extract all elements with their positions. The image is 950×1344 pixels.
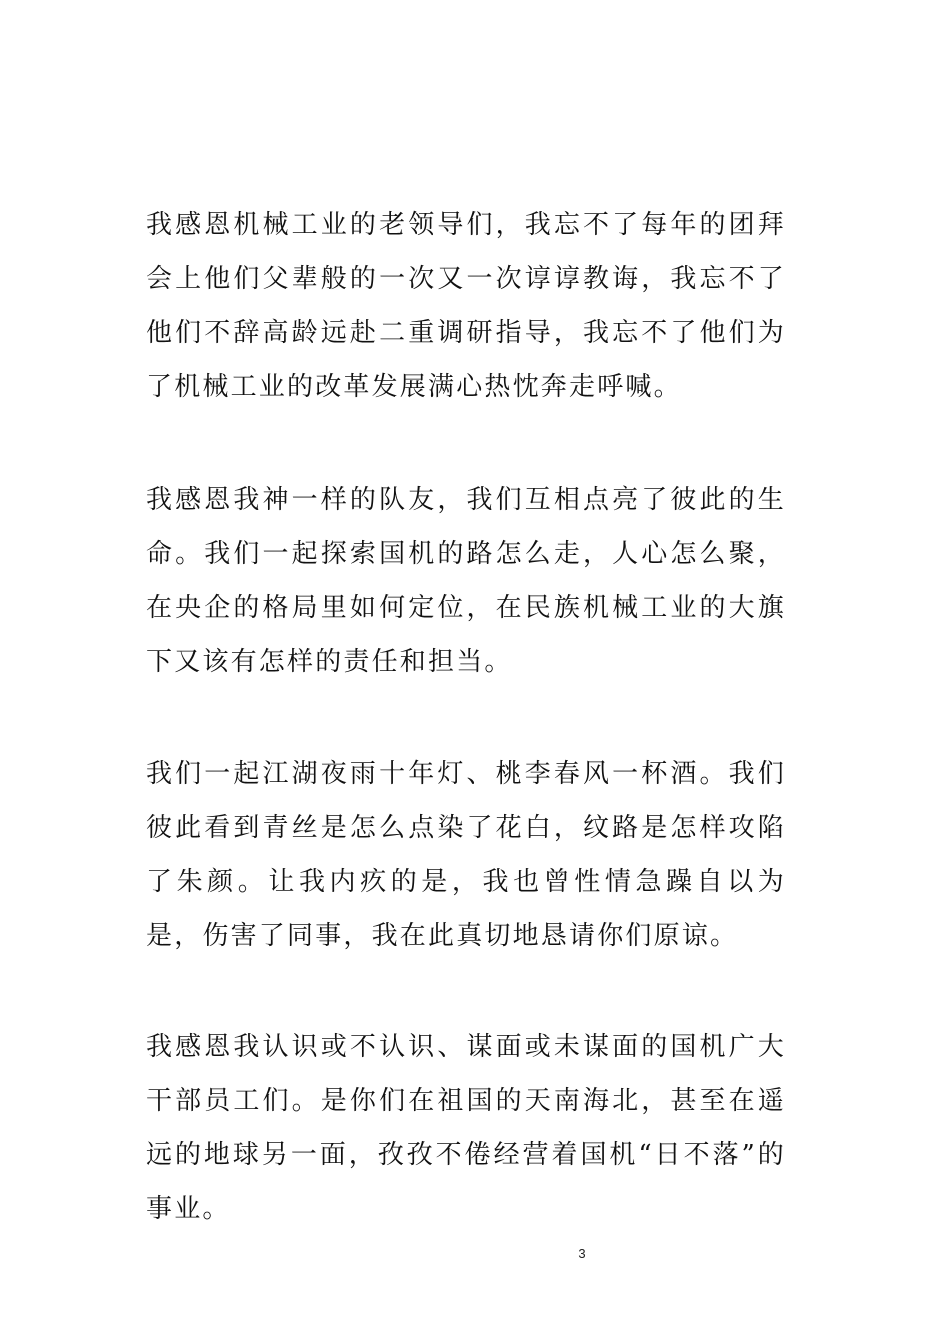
paragraph-1: 我感恩机械工业的老领导们，我忘不了每年的团拜会上他们父辈般的一次又一次谆谆教诲，我忘不了他们不辞高龄远赴二重调研指导，我忘不了他们为了机械工业的改革发展满心热忱奔走呼喊。 [146,210,786,402]
paragraph-2: 我感恩我神一样的队友，我们互相点亮了彼此的生命。我们一起探索国机的路怎么走，人心怎么聚，在央企的格局里如何定位，在民族机械工业的大旗下又该有怎样的责任和担当。 [146,485,786,677]
paragraph-4: 我感恩我认识或不认识、谋面或未谋面的国机广大干部员工们。是你们在祖国的天南海北，甚至在遥远的地球另一面，孜孜不倦经营着国机“日不落”的事业。 [146,1032,786,1224]
paragraph-3: 我们一起江湖夜雨十年灯、桃李春风一杯酒。我们彼此看到青丝是怎么点染了花白，纹路是怎样攻陷了朱颜。让我内疚的是，我也曾性情急躁自以为是，伤害了同事，我在此真切地恳请你们原谅。 [146,759,786,951]
page-number: 3 [578,1246,586,1261]
